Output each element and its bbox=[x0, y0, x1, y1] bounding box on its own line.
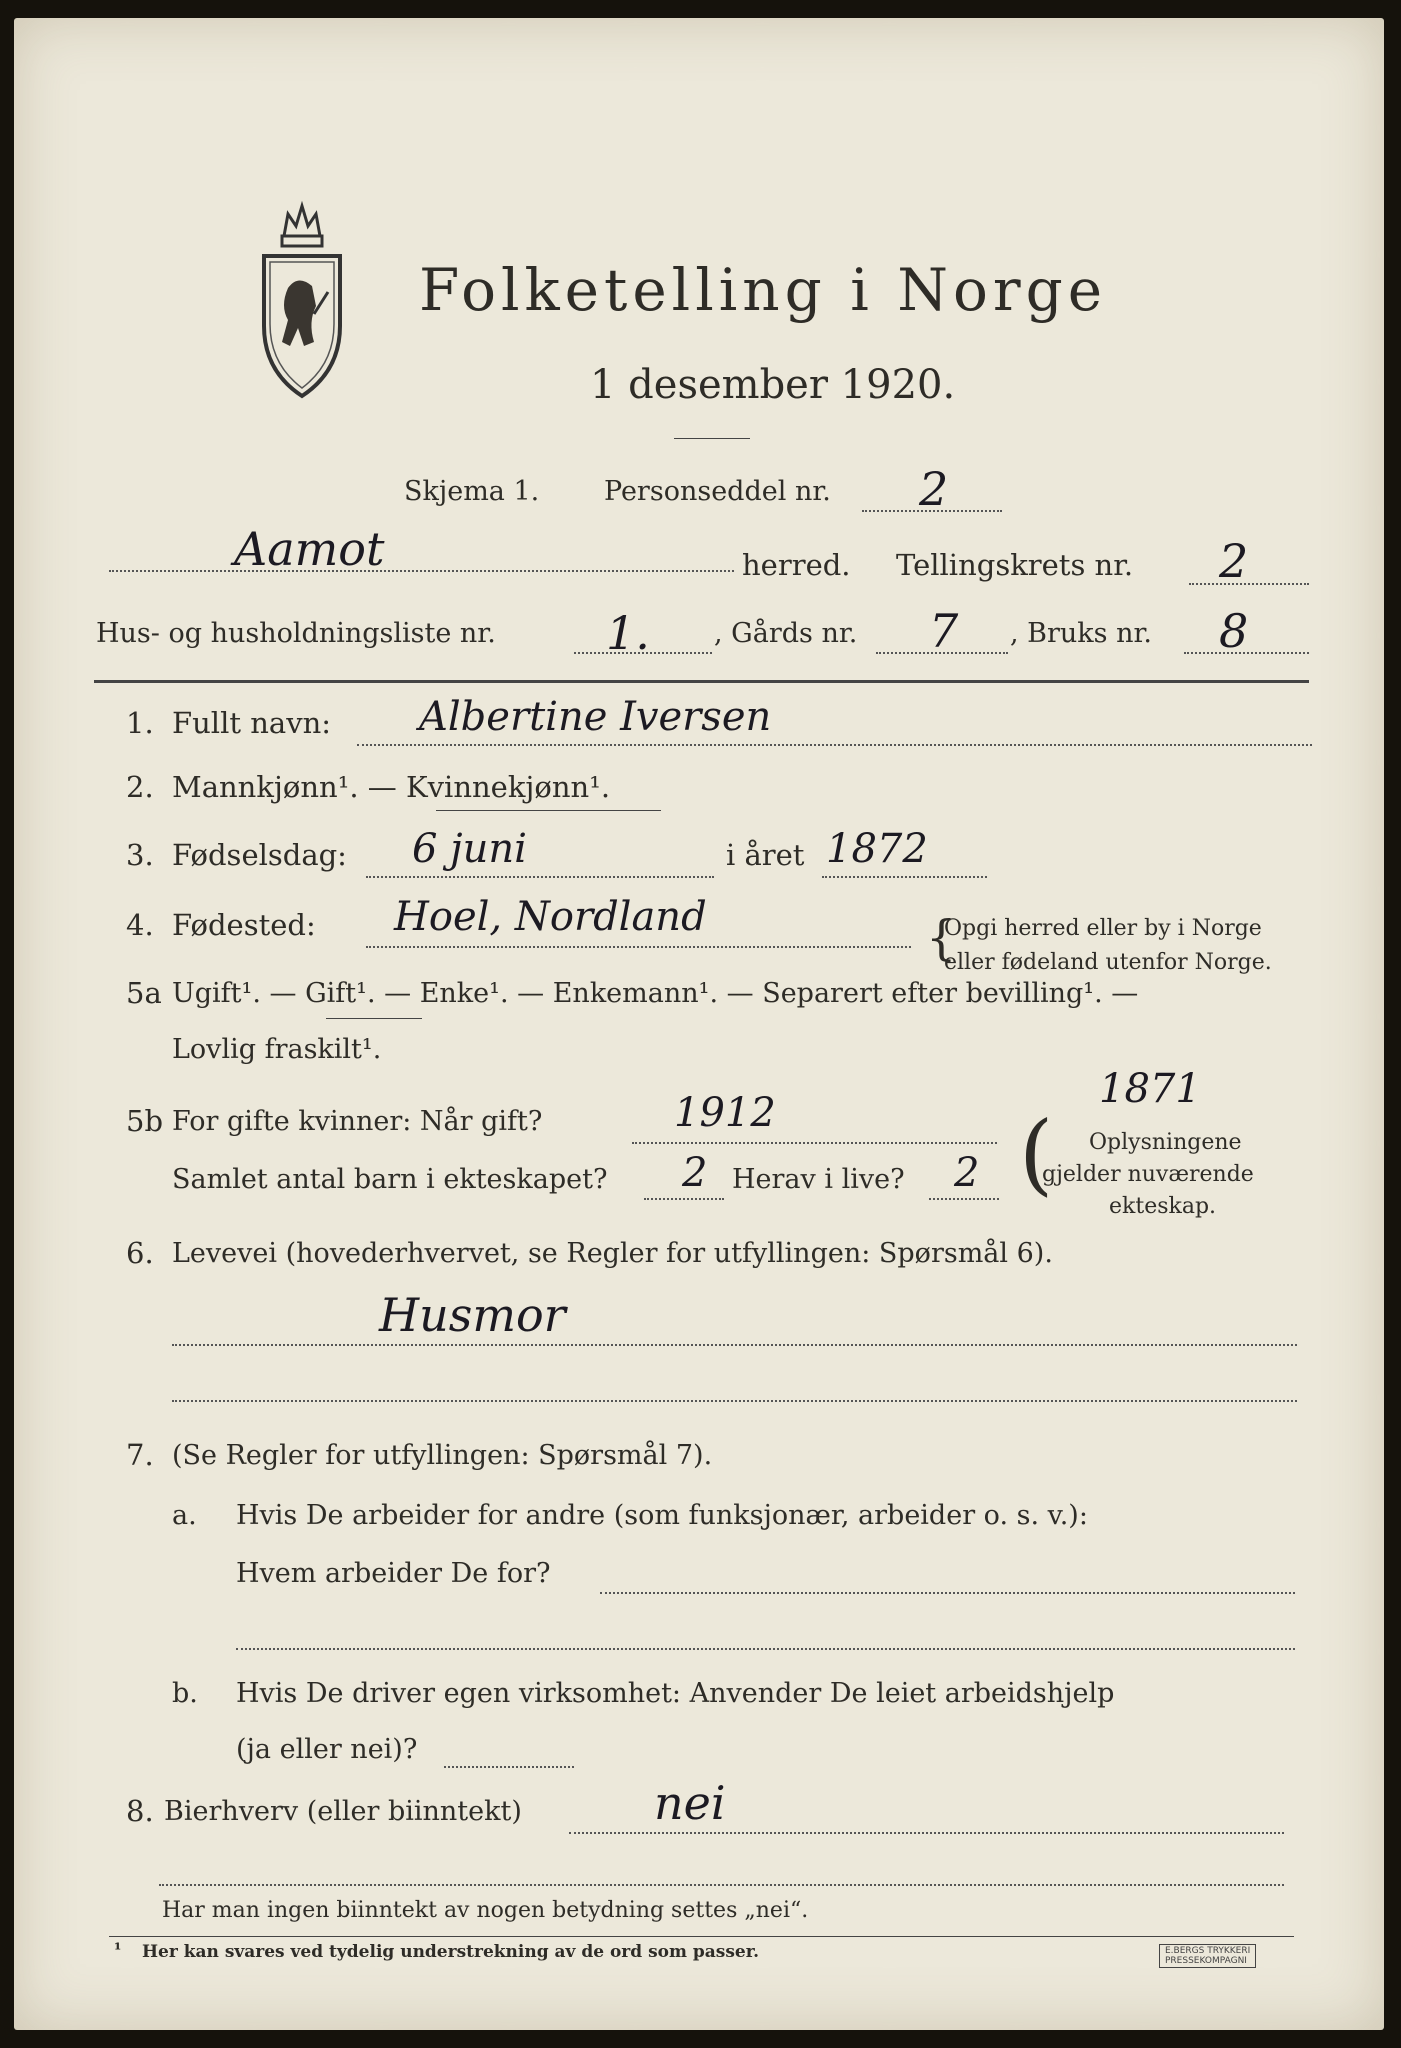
q7b-answer-line bbox=[444, 1766, 574, 1768]
footnote-text: Her kan svares ved tydelig understrekning av de ord som passer. bbox=[142, 1942, 760, 1962]
footer-divider bbox=[109, 1936, 1294, 1937]
q4-line bbox=[366, 946, 911, 948]
norwegian-coat-of-arms-icon bbox=[254, 196, 349, 406]
q3-number: 3. bbox=[126, 838, 154, 872]
q2-number: 2. bbox=[126, 770, 154, 804]
footnote-mark: ¹ bbox=[114, 1940, 122, 1960]
q5b-number: 5b bbox=[126, 1104, 164, 1138]
title-divider bbox=[674, 438, 750, 439]
q5b-note-line2: gjelder nuværende bbox=[1042, 1162, 1254, 1187]
q5b-note-line1: Oplysningene bbox=[1089, 1130, 1242, 1155]
form-title: Folketelling i Norge bbox=[419, 256, 1108, 324]
herred-value: Aamot bbox=[234, 522, 385, 576]
q7-number: 7. bbox=[126, 1438, 154, 1472]
q5b-alive-line bbox=[929, 1198, 999, 1200]
q5a-underline-gift bbox=[326, 1018, 422, 1019]
q8-line2 bbox=[159, 1884, 1284, 1886]
q4-label: Fødested: bbox=[172, 908, 316, 942]
q2-label: Mannkjønn¹. — Kvinnekjønn¹. bbox=[172, 770, 611, 804]
q1-number: 1. bbox=[126, 706, 154, 740]
q5b-note-bracket: ( bbox=[1019, 1102, 1054, 1205]
q8-label: Bierhverv (eller biinntekt) bbox=[164, 1796, 522, 1827]
q8-line bbox=[569, 1832, 1284, 1834]
q5b-alive-label: Herav i live? bbox=[732, 1164, 905, 1195]
gards-value: 7 bbox=[929, 604, 959, 658]
q2-underline-kvinnekjonn bbox=[436, 810, 661, 811]
q5a-line1: Ugift¹. — Gift¹. — Enke¹. — Enkemann¹. — Separert efter bevilling¹. — bbox=[172, 978, 1139, 1009]
q5a-number: 5a bbox=[126, 976, 162, 1010]
q7a-line1: Hvis De arbeider for andre (som funksjonær, arbeider o. s. v.): bbox=[236, 1500, 1088, 1531]
q5b-note-line3: ekteskap. bbox=[1109, 1194, 1217, 1219]
header-divider bbox=[94, 680, 1309, 683]
q5b-label: For gifte kvinner: Når gift? bbox=[172, 1106, 543, 1137]
q5b-children-label: Samlet antal barn i ekteskapet? bbox=[172, 1164, 608, 1195]
q7a-answer-line2 bbox=[236, 1648, 1295, 1650]
q8-value: nei bbox=[654, 1776, 726, 1830]
q6-number: 6. bbox=[126, 1236, 154, 1270]
q5b-margin-note: 1871 bbox=[1099, 1066, 1201, 1112]
tellingskrets-value: 2 bbox=[1219, 534, 1249, 588]
q7a-answer-line bbox=[600, 1592, 1295, 1594]
q8-number: 8. bbox=[126, 1794, 154, 1828]
q5b-alive-value: 2 bbox=[954, 1150, 980, 1196]
printer-stamp-line2: PRESSEKOMPAGNI bbox=[1165, 1956, 1247, 1966]
q4-number: 4. bbox=[126, 908, 154, 942]
q4-note-line1: Opgi herred eller by i Norge bbox=[944, 916, 1262, 941]
q1-line bbox=[357, 744, 1312, 746]
herred-line bbox=[109, 570, 734, 572]
q5b-married-line bbox=[632, 1142, 997, 1144]
q4-value: Hoel, Nordland bbox=[394, 894, 707, 940]
printer-stamp bbox=[1159, 1944, 1256, 1968]
q3-day-line bbox=[366, 876, 714, 878]
hus-value: 1. bbox=[606, 606, 650, 660]
q7b-line2: (ja eller nei)? bbox=[236, 1734, 418, 1765]
hus-label: Hus- og husholdningsliste nr. bbox=[96, 618, 496, 649]
q3-value: 6 juni bbox=[412, 826, 527, 872]
q3-year-value: 1872 bbox=[826, 826, 928, 872]
q7-label: (Se Regler for utfyllingen: Spørsmål 7). bbox=[172, 1440, 713, 1471]
bruks-label: , Bruks nr. bbox=[1010, 618, 1153, 649]
tellingskrets-label: Tellingskrets nr. bbox=[896, 548, 1134, 582]
q6-line2 bbox=[172, 1400, 1297, 1402]
q1-label: Fullt navn: bbox=[172, 706, 332, 740]
q4-note-brace: { bbox=[926, 910, 957, 966]
schema-label: Skjema 1. bbox=[404, 476, 540, 507]
q3-year-line bbox=[822, 876, 987, 878]
q5b-children-line bbox=[644, 1198, 724, 1200]
personseddel-value: 2 bbox=[919, 462, 949, 516]
q5b-children-value: 2 bbox=[682, 1150, 708, 1196]
q5a-line2: Lovlig fraskilt¹. bbox=[172, 1034, 382, 1065]
gards-label: , Gårds nr. bbox=[714, 618, 858, 649]
q7a-line2: Hvem arbeider De for? bbox=[236, 1558, 551, 1589]
q7b-letter: b. bbox=[172, 1678, 198, 1709]
q7b-line1: Hvis De driver egen virksomhet: Anvender De leiet arbeidshjelp bbox=[236, 1678, 1115, 1709]
q6-label: Levevei (hovederhvervet, se Regler for utfyllingen: Spørsmål 6). bbox=[172, 1238, 1053, 1269]
q7a-letter: a. bbox=[172, 1500, 197, 1531]
printer-stamp-line1: E.BERGS TRYKKERI bbox=[1165, 1946, 1251, 1956]
tellingskrets-line bbox=[1189, 583, 1309, 585]
q3-year-label: i året bbox=[726, 838, 805, 872]
herred-label: herred. bbox=[742, 548, 851, 582]
q4-note-line2: eller fødeland utenfor Norge. bbox=[944, 950, 1272, 975]
q6-value: Husmor bbox=[379, 1288, 566, 1342]
bruks-value: 8 bbox=[1219, 604, 1249, 658]
personseddel-label: Personseddel nr. bbox=[604, 476, 831, 507]
q6-line1 bbox=[172, 1344, 1297, 1346]
q3-label: Fødselsdag: bbox=[172, 838, 347, 872]
census-form bbox=[14, 18, 1384, 2030]
census-date: 1 desember 1920. bbox=[590, 362, 956, 408]
q5b-value: 1912 bbox=[674, 1090, 776, 1136]
footer-note: Har man ingen biinntekt av nogen betydning settes „nei“. bbox=[162, 1898, 809, 1923]
q1-value: Albertine Iversen bbox=[419, 694, 772, 740]
